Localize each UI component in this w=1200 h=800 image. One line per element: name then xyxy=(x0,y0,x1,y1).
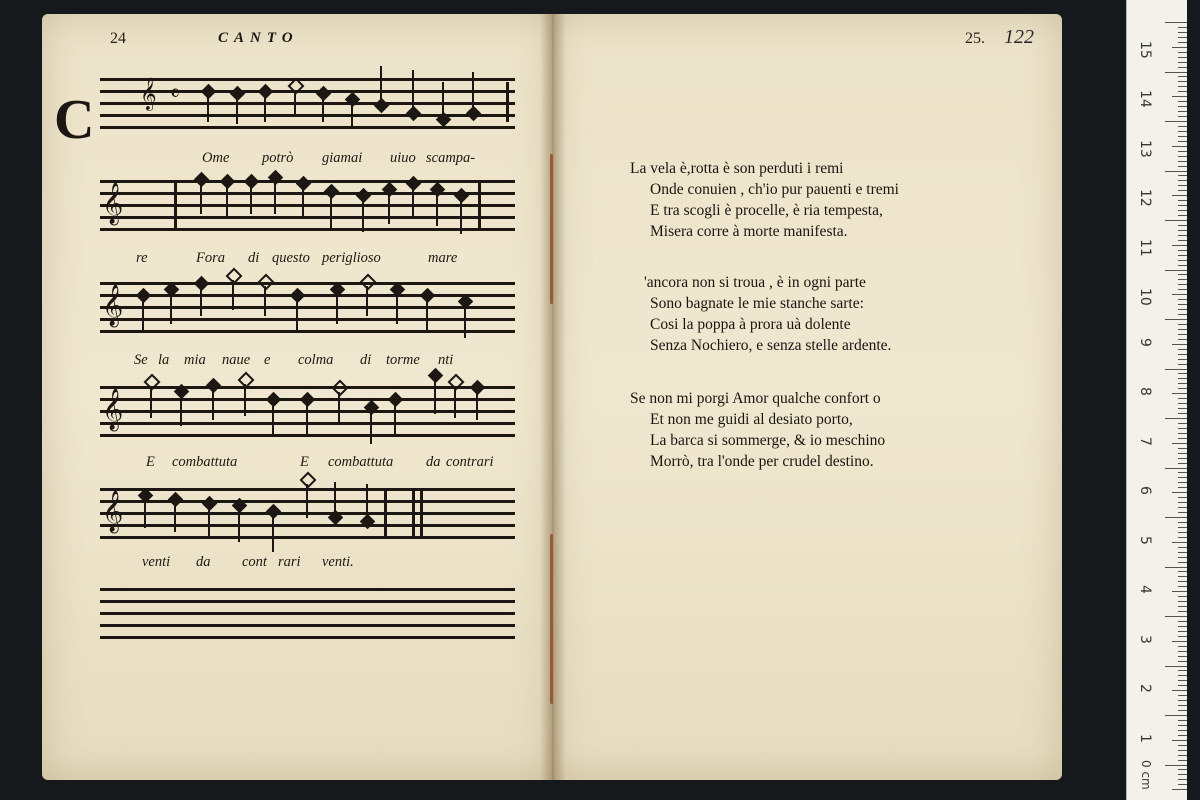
ruler-tick xyxy=(1165,369,1187,370)
note-icon xyxy=(374,98,390,114)
ruler-number: 10 xyxy=(1137,288,1153,307)
ruler-tick xyxy=(1178,314,1187,315)
ruler-tick xyxy=(1172,492,1187,493)
ruler-tick xyxy=(1172,591,1187,592)
ruler-tick xyxy=(1178,631,1187,632)
ruler-tick xyxy=(1165,567,1187,568)
ruler-tick xyxy=(1178,126,1187,127)
ruler-tick xyxy=(1178,284,1187,285)
lyric-syllable: nti xyxy=(438,352,454,368)
ruler-tick xyxy=(1172,96,1187,97)
ruler-tick xyxy=(1178,304,1187,305)
ruler-tick xyxy=(1178,81,1187,82)
ruler-tick xyxy=(1178,205,1187,206)
right-page-number: 25. xyxy=(965,30,985,47)
ruler-tick xyxy=(1172,690,1187,691)
lyric-syllable: questo xyxy=(272,250,310,266)
ruler-tick xyxy=(1178,646,1187,647)
ruler-tick xyxy=(1178,774,1187,775)
ruler-tick xyxy=(1165,22,1187,23)
ruler-tick xyxy=(1172,443,1187,444)
lyric-syllable: di xyxy=(360,352,372,368)
verse-line: Cosi la poppa à prora uà dolente xyxy=(650,316,851,333)
ruler-number: 3 xyxy=(1137,634,1153,644)
ruler-tick xyxy=(1165,270,1187,271)
ruler-tick xyxy=(1178,274,1187,275)
ruler-tick xyxy=(1178,27,1187,28)
ruler-tick xyxy=(1178,235,1187,236)
ruler-tick xyxy=(1178,532,1187,533)
ruler-tick xyxy=(1178,329,1187,330)
ruler-tick xyxy=(1178,359,1187,360)
ruler-tick xyxy=(1178,116,1187,117)
ruler-tick xyxy=(1178,111,1187,112)
ruler-tick xyxy=(1178,745,1187,746)
ruler-tick xyxy=(1178,106,1187,107)
lyric-syllable: Ome xyxy=(202,150,230,166)
ruler-tick xyxy=(1178,784,1187,785)
ruler-tick xyxy=(1178,190,1187,191)
lyric-syllable: colma xyxy=(298,352,334,368)
ruler-tick xyxy=(1178,131,1187,132)
ruler-tick xyxy=(1178,32,1187,33)
ruler-tick xyxy=(1178,502,1187,503)
ruler-tick xyxy=(1172,146,1187,147)
ruler-tick xyxy=(1178,596,1187,597)
lyric-syllable: la xyxy=(158,352,170,368)
ruler-tick xyxy=(1165,121,1187,122)
ruler-tick xyxy=(1178,779,1187,780)
ruler-tick xyxy=(1165,468,1187,469)
running-head: CANTO xyxy=(218,30,299,46)
ruler-tick xyxy=(1172,542,1187,543)
ruler-tick xyxy=(1178,675,1187,676)
ruler-number: 15 xyxy=(1137,40,1153,59)
left-page-number: 24 xyxy=(110,30,126,47)
empty-music-staff xyxy=(100,586,515,644)
ruler-tick xyxy=(1172,294,1187,295)
lyric-syllable: giamai xyxy=(322,150,363,166)
music-staff-2 xyxy=(100,178,515,236)
ruler-tick xyxy=(1178,91,1187,92)
lyric-syllable: mia xyxy=(184,352,206,368)
ruler-tick xyxy=(1178,438,1187,439)
lyric-syllable: da xyxy=(426,454,441,470)
ruler-tick xyxy=(1178,428,1187,429)
ruler-tick xyxy=(1178,57,1187,58)
ruler-tick xyxy=(1178,250,1187,251)
ruler-tick xyxy=(1178,606,1187,607)
treble-clef-icon: 𝄞 xyxy=(102,389,124,430)
ruler-tick xyxy=(1178,136,1187,137)
verse-line: Morrò, tra l'onde per crudel destino. xyxy=(650,453,874,470)
ruler-tick xyxy=(1178,562,1187,563)
ruler-tick xyxy=(1178,522,1187,523)
ruler-tick xyxy=(1178,101,1187,102)
lyric-syllable: contrari xyxy=(446,454,494,470)
lyric-syllable: mare xyxy=(428,250,458,266)
lyric-syllable: venti xyxy=(142,554,171,570)
music-staff-3 xyxy=(100,280,515,338)
verse-line: Sono bagnate le mie stanche sarte: xyxy=(650,295,864,312)
ruler-tick xyxy=(1178,339,1187,340)
ruler-tick xyxy=(1178,725,1187,726)
ruler-tick xyxy=(1178,482,1187,483)
ruler-tick xyxy=(1178,685,1187,686)
ruler-tick xyxy=(1178,611,1187,612)
ruler-tick xyxy=(1178,279,1187,280)
ruler-tick xyxy=(1165,72,1187,73)
treble-clef-icon: 𝄞 xyxy=(102,183,124,224)
ruler-number: 6 xyxy=(1137,486,1153,496)
ruler-tick xyxy=(1178,349,1187,350)
ruler-tick xyxy=(1178,656,1187,657)
ruler-tick xyxy=(1178,354,1187,355)
lyric-syllable: E xyxy=(300,454,309,470)
ruler-tick xyxy=(1178,255,1187,256)
ruler-number: 7 xyxy=(1137,436,1153,446)
ruler-tick xyxy=(1178,760,1187,761)
ruler-tick xyxy=(1165,171,1187,172)
ruler-number: 1 xyxy=(1137,733,1153,743)
binding-thread xyxy=(550,154,553,304)
ruler-number: 8 xyxy=(1137,387,1153,397)
lyric-syllable: scampa- xyxy=(426,150,476,166)
ruler-tick xyxy=(1178,769,1187,770)
ruler-tick xyxy=(1178,423,1187,424)
ruler-tick xyxy=(1172,344,1187,345)
ruler-tick xyxy=(1178,289,1187,290)
ruler-tick xyxy=(1172,789,1187,790)
lyric-syllable: e xyxy=(264,352,271,368)
verse-line: E tra scogli è procelle, è ria tempesta, xyxy=(650,202,883,219)
ruler-tick xyxy=(1178,433,1187,434)
ruler-tick xyxy=(1178,750,1187,751)
ruler-tick xyxy=(1178,230,1187,231)
ruler-number: 4 xyxy=(1137,585,1153,595)
ruler-tick xyxy=(1178,210,1187,211)
ruler-tick xyxy=(1178,705,1187,706)
music-staff-4 xyxy=(100,384,515,442)
ruler-tick xyxy=(1178,661,1187,662)
lyric-syllable: di xyxy=(248,250,260,266)
lyric-syllable: uiuo xyxy=(390,150,416,166)
ruler-tick xyxy=(1178,398,1187,399)
ruler-tick xyxy=(1178,161,1187,162)
ruler-tick xyxy=(1178,408,1187,409)
lyric-syllable: re xyxy=(136,250,148,266)
verse-line: Onde conuien , ch'io pur pauenti e tremi xyxy=(650,181,899,198)
ruler-tick xyxy=(1178,557,1187,558)
ruler-tick xyxy=(1178,67,1187,68)
ruler-tick xyxy=(1178,37,1187,38)
ruler-tick xyxy=(1178,626,1187,627)
ruler-tick xyxy=(1178,735,1187,736)
ruler-tick xyxy=(1178,458,1187,459)
ruler-tick xyxy=(1178,621,1187,622)
verse-stanza-2 xyxy=(644,272,891,356)
ruler-tick xyxy=(1178,62,1187,63)
ruler-tick xyxy=(1178,240,1187,241)
ruler-tick xyxy=(1172,195,1187,196)
ruler-tick xyxy=(1178,324,1187,325)
ruler-tick xyxy=(1172,245,1187,246)
ruler-tick xyxy=(1165,418,1187,419)
ruler-number: 14 xyxy=(1137,90,1153,109)
verse-line: Et non me guidi al desiato porto, xyxy=(650,411,853,428)
ruler-tick xyxy=(1178,571,1187,572)
ruler-tick xyxy=(1178,151,1187,152)
lyric-syllable: periglioso xyxy=(322,250,381,266)
treble-clef-icon: 𝄞 xyxy=(140,77,157,110)
ruler-tick xyxy=(1178,552,1187,553)
ruler-tick xyxy=(1178,497,1187,498)
ruler-tick xyxy=(1178,453,1187,454)
music-staff-5 xyxy=(100,486,515,544)
ruler-tick xyxy=(1178,670,1187,671)
ruler-tick xyxy=(1178,730,1187,731)
ruler-tick xyxy=(1178,156,1187,157)
ruler-tick xyxy=(1165,765,1187,766)
ruler-tick xyxy=(1178,141,1187,142)
verse-line: Senza Nochiero, e senza stelle ardente. xyxy=(650,337,892,354)
ruler-tick xyxy=(1178,185,1187,186)
ruler-tick xyxy=(1165,220,1187,221)
ruler-tick xyxy=(1178,260,1187,261)
ruler-tick xyxy=(1165,319,1187,320)
ruler-tick xyxy=(1178,586,1187,587)
ruler-tick xyxy=(1178,581,1187,582)
ruler-tick xyxy=(1172,47,1187,48)
ruler-tick xyxy=(1178,383,1187,384)
lyric-syllable: cont xyxy=(242,554,267,570)
ruler-number: 2 xyxy=(1137,684,1153,694)
lyric-syllable: Fora xyxy=(196,250,225,266)
ruler-tick xyxy=(1178,200,1187,201)
ruler-tick xyxy=(1178,720,1187,721)
ruler-tick xyxy=(1178,373,1187,374)
ruler-tick xyxy=(1165,715,1187,716)
ruler-tick xyxy=(1178,42,1187,43)
music-staff-1 xyxy=(100,76,515,134)
lyric-syllable: da xyxy=(196,554,211,570)
ruler-tick xyxy=(1165,517,1187,518)
ruler-tick xyxy=(1178,403,1187,404)
lyric-syllable: venti. xyxy=(322,554,354,570)
ruler-tick xyxy=(1178,388,1187,389)
ruler-tick xyxy=(1178,601,1187,602)
ruler-tick xyxy=(1178,378,1187,379)
measuring-ruler xyxy=(1126,0,1187,800)
ruler-number: 11 xyxy=(1137,238,1153,257)
treble-clef-icon: 𝄞 xyxy=(102,285,124,326)
lyric-syllable: Se xyxy=(134,352,148,368)
ruler-tick xyxy=(1178,700,1187,701)
lyric-syllable: combattuta xyxy=(328,454,394,470)
ruler-tick xyxy=(1178,651,1187,652)
ruler-tick xyxy=(1178,695,1187,696)
ruler-tick xyxy=(1178,180,1187,181)
ruler-tick xyxy=(1172,393,1187,394)
ruler-tick xyxy=(1178,636,1187,637)
binding-thread xyxy=(550,534,553,704)
ruler-tick xyxy=(1178,334,1187,335)
ruler-tick xyxy=(1178,710,1187,711)
ruler-tick xyxy=(1178,309,1187,310)
ruler-tick xyxy=(1178,487,1187,488)
verse-line: La vela è,rotta è son perduti i remi xyxy=(630,160,844,177)
lyric-syllable: combattuta xyxy=(172,454,238,470)
manuscript-folio: 122 xyxy=(1004,26,1034,48)
ruler-tick xyxy=(1178,448,1187,449)
ruler-tick xyxy=(1178,680,1187,681)
ruler-tick xyxy=(1172,740,1187,741)
time-signature-icon: 𝄴 xyxy=(170,82,180,107)
verse-line: La barca si sommerge, & io meschino xyxy=(650,432,886,449)
ruler-number: 13 xyxy=(1137,139,1153,158)
ruler-tick xyxy=(1178,537,1187,538)
ruler-tick xyxy=(1172,641,1187,642)
ruler-number: 12 xyxy=(1137,189,1153,208)
ruler-tick xyxy=(1178,299,1187,300)
ruler-number: 5 xyxy=(1137,535,1153,545)
ruler-tick xyxy=(1165,666,1187,667)
ruler-tick xyxy=(1178,364,1187,365)
ruler-tick xyxy=(1178,527,1187,528)
lyric-syllable: naue xyxy=(222,352,251,368)
verse-stanza-3 xyxy=(630,388,885,472)
ruler-tick xyxy=(1178,86,1187,87)
note-icon xyxy=(406,106,422,122)
verse-line: Misera corre à morte manifesta. xyxy=(650,223,848,240)
ruler-tick xyxy=(1178,52,1187,53)
verse-stanza-1 xyxy=(630,158,899,242)
ruler-tick xyxy=(1178,76,1187,77)
ruler-tick xyxy=(1178,225,1187,226)
note-icon xyxy=(466,106,482,122)
ruler-tick xyxy=(1178,507,1187,508)
ruler-tick xyxy=(1165,616,1187,617)
lyric-syllable: torme xyxy=(386,352,420,368)
lyric-syllable: rari xyxy=(278,554,301,570)
verse-line: 'ancora non si troua , è in ogni parte xyxy=(644,274,866,291)
verse-line: Se non mi porgi Amor qualche confort o xyxy=(630,390,881,407)
lyric-syllable: E xyxy=(146,454,155,470)
ruler-tick xyxy=(1178,477,1187,478)
ruler-tick xyxy=(1178,576,1187,577)
ruler-tick xyxy=(1178,547,1187,548)
ruler-tick xyxy=(1178,472,1187,473)
ruler-unit-label: 0 cm xyxy=(1139,760,1153,790)
ruler-tick xyxy=(1178,215,1187,216)
ruler-tick xyxy=(1178,166,1187,167)
ruler-tick xyxy=(1178,755,1187,756)
ruler-tick xyxy=(1178,175,1187,176)
ruler-number: 9 xyxy=(1137,337,1153,347)
ruler-tick xyxy=(1178,463,1187,464)
lyric-syllable: potrò xyxy=(262,150,294,166)
book-gutter xyxy=(540,14,566,780)
treble-clef-icon: 𝄞 xyxy=(102,491,124,532)
ruler-tick xyxy=(1178,413,1187,414)
decorated-initial: C xyxy=(54,89,95,151)
ruler-tick xyxy=(1178,512,1187,513)
ruler-tick xyxy=(1178,265,1187,266)
